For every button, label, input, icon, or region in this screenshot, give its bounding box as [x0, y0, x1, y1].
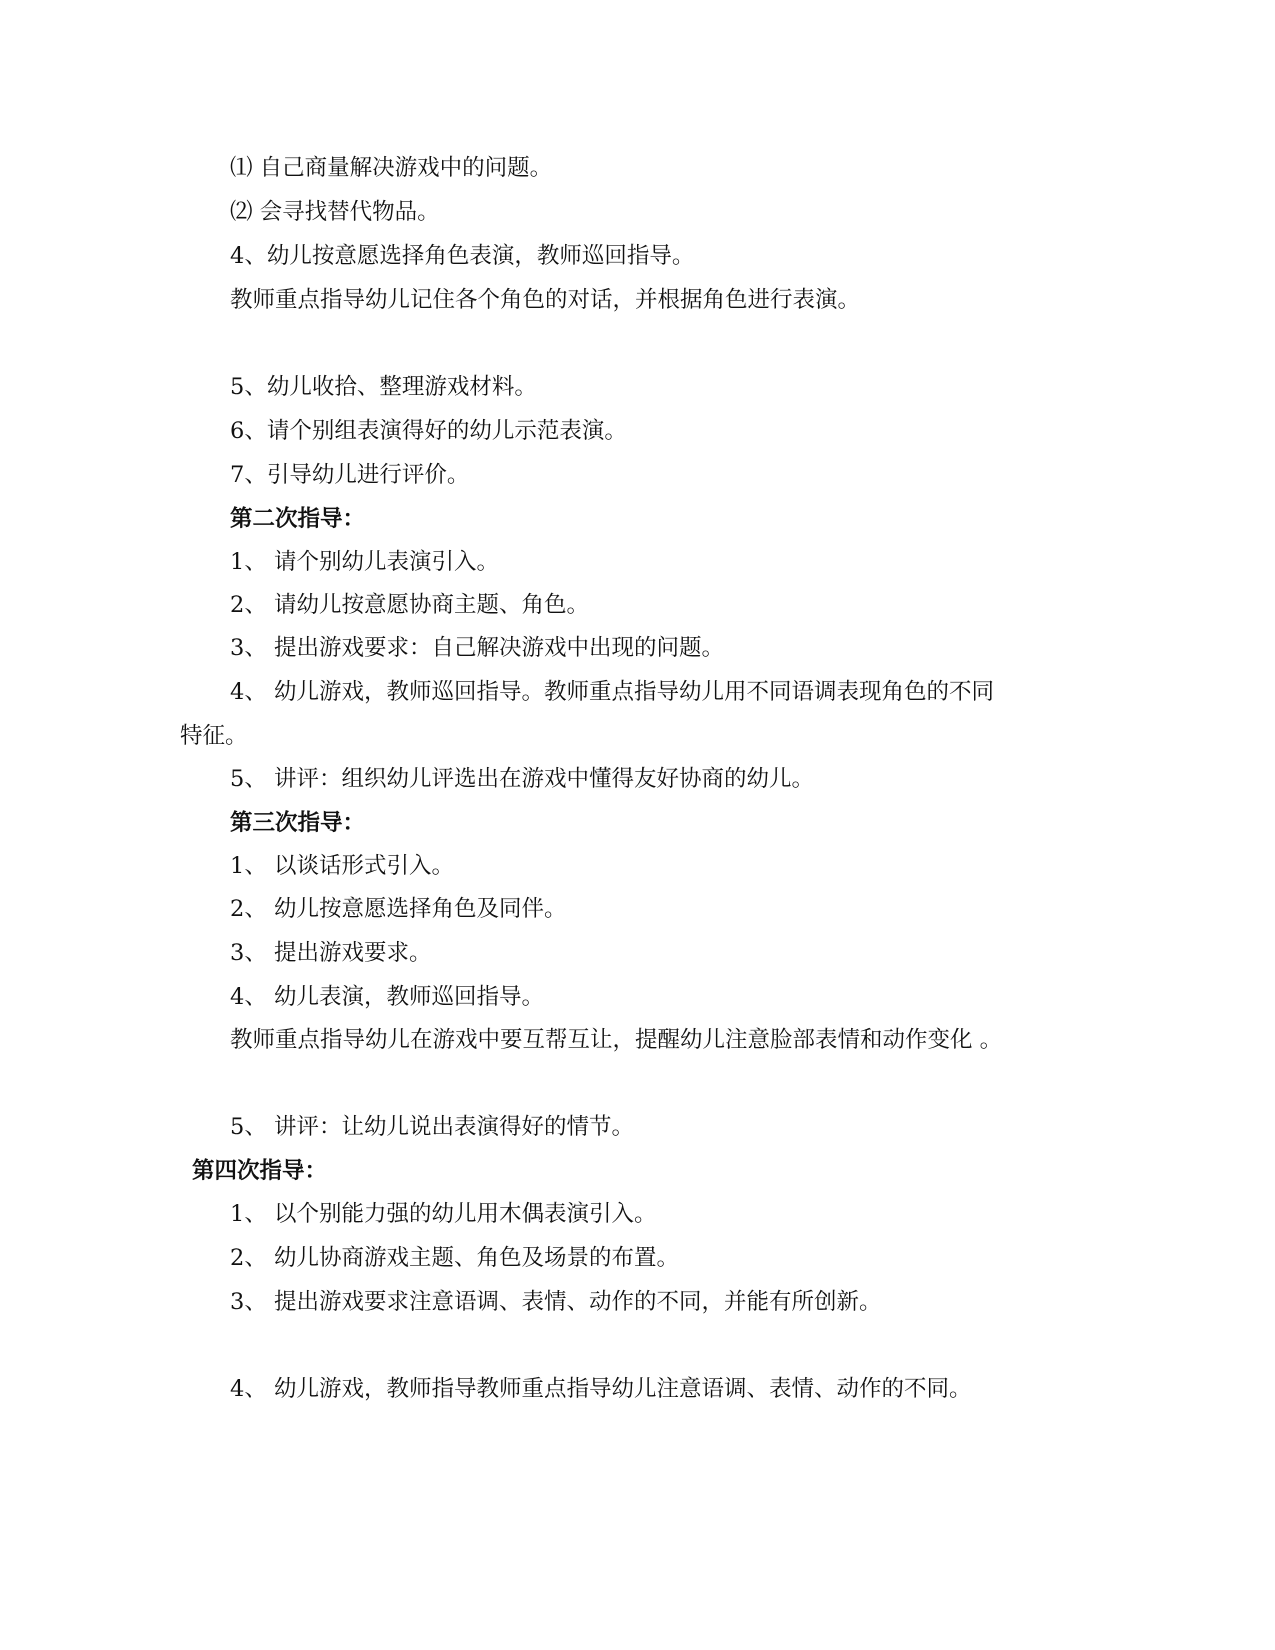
- list-item: 1、 以谈话形式引入。: [230, 853, 454, 879]
- list-item: 1、 请个别幼儿表演引入。: [230, 549, 499, 575]
- list-item: 5、幼儿收拾、整理游戏材料。: [230, 374, 537, 400]
- list-item: 4、幼儿按意愿选择角色表演，教师巡回指导。: [230, 243, 695, 269]
- section-heading: 第二次指导：: [230, 506, 366, 532]
- section-heading: 第三次指导：: [230, 810, 366, 836]
- list-item: 5、 讲评：组织幼儿评选出在游戏中懂得友好协商的幼儿。: [230, 766, 814, 792]
- list-item: 2、 幼儿协商游戏主题、角色及场景的布置。: [230, 1245, 679, 1271]
- list-item: 4、 幼儿游戏，教师巡回指导。教师重点指导幼儿用不同语调表现角色的不同: [230, 679, 994, 705]
- paragraph: 教师重点指导幼儿记住各个角色的对话，并根据角色进行表演。: [230, 287, 861, 313]
- section-heading: 第四次指导：: [192, 1158, 328, 1184]
- list-item: 7、引导幼儿进行评价。: [230, 462, 470, 488]
- list-item: ⑴ 自己商量解决游戏中的问题。: [230, 155, 553, 181]
- list-item: 2、 幼儿按意愿选择角色及同伴。: [230, 896, 567, 922]
- list-item: 3、 提出游戏要求。: [230, 940, 432, 966]
- list-item: 4、 幼儿表演，教师巡回指导。: [230, 984, 544, 1010]
- list-item-continuation: 特征。: [180, 723, 248, 749]
- list-item: 4、 幼儿游戏，教师指导教师重点指导幼儿注意语调、表情、动作的不同。: [230, 1376, 972, 1402]
- list-item: 5、 讲评：让幼儿说出表演得好的情节。: [230, 1114, 634, 1140]
- list-item: 3、 提出游戏要求注意语调、表情、动作的不同，并能有所创新。: [230, 1289, 882, 1315]
- paragraph: 教师重点指导幼儿在游戏中要互帮互让，提醒幼儿注意脸部表情和动作变化 。: [230, 1027, 1003, 1053]
- list-item: 6、请个别组表演得好的幼儿示范表演。: [230, 418, 627, 444]
- list-item: ⑵ 会寻找替代物品。: [230, 199, 440, 225]
- list-item: 3、 提出游戏要求：自己解决游戏中出现的问题。: [230, 635, 724, 661]
- list-item: 2、 请幼儿按意愿协商主题、角色。: [230, 592, 589, 618]
- list-item: 1、 以个别能力强的幼儿用木偶表演引入。: [230, 1201, 657, 1227]
